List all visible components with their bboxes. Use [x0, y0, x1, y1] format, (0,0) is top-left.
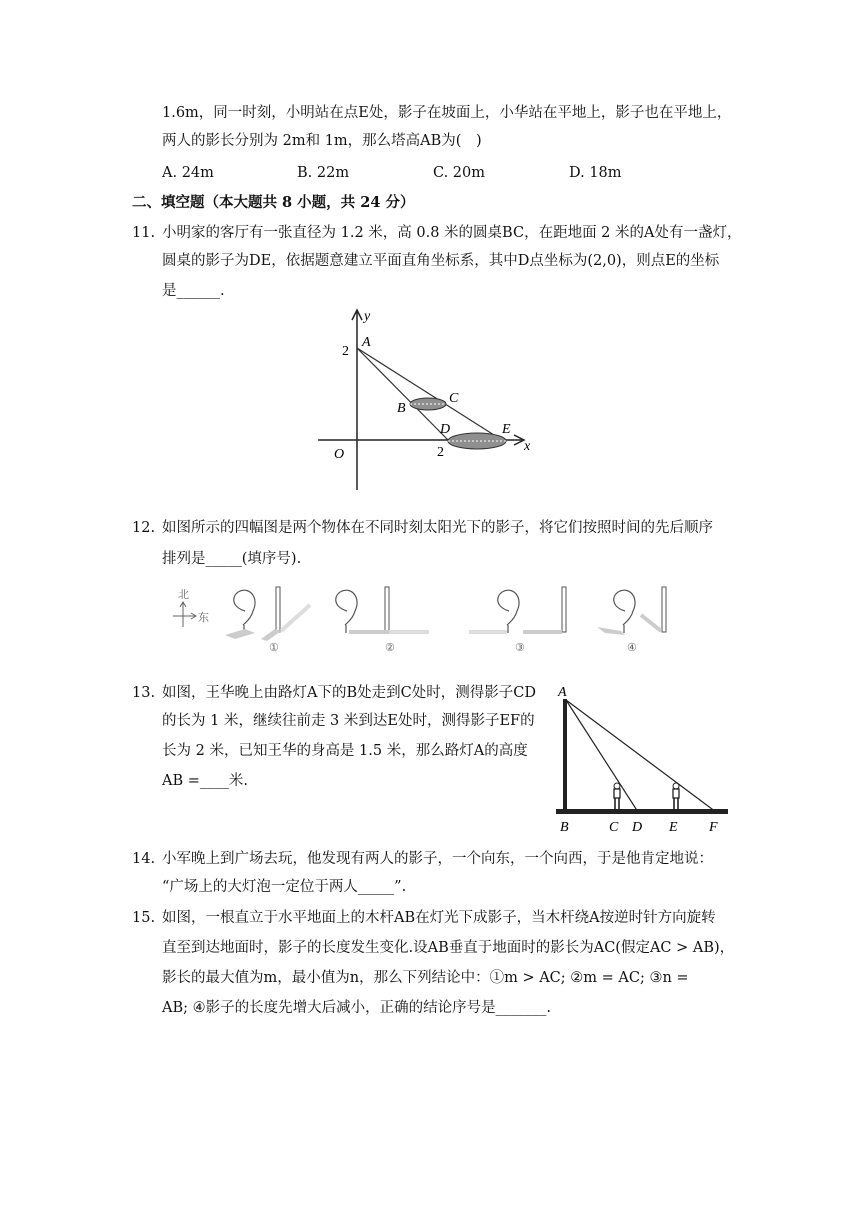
panel-1-label: ① — [269, 642, 279, 654]
q13-streetlight-figure — [552, 682, 732, 838]
compass-icon — [173, 602, 196, 627]
pole-icon — [276, 587, 280, 632]
point-b-label: B — [397, 401, 406, 416]
lamp-post — [563, 699, 567, 811]
tree-shadow — [349, 630, 389, 634]
x-axis-label: x — [524, 439, 531, 454]
q13-line-2: 的长为 1 米，继续往前走 3 米到达E处时，测得影子EF的 — [162, 713, 535, 729]
q15-line-3: 影长的最大值为m，最小值为n，那么下列结论中：①m > AC; ②m = AC; ③n = — [162, 970, 689, 986]
q11-line-3: 是______. — [162, 283, 225, 299]
panel-2 — [336, 587, 429, 634]
tree-shadow — [225, 629, 255, 639]
tree-shadow — [469, 630, 507, 634]
compass-east-label: 东 — [198, 612, 209, 624]
pole-icon — [562, 587, 566, 632]
panel-3-label: ③ — [515, 642, 525, 654]
tree-icon — [234, 590, 255, 625]
q11-number: 11. — [132, 225, 156, 241]
q10-option-c: C. 20m — [433, 165, 485, 181]
q15-line-2: 直至到达地面时，影子的长度发生变化.设AB垂直于地面时的影长为AC(假定AC > AB)， — [162, 940, 735, 956]
q11-line-1: 小明家的客厅有一张直径为 1.2 米，高 0.8 米的圆桌BC，在距地面 2 米的A处有一盏灯， — [162, 225, 742, 241]
q10-option-b: B. 22m — [297, 165, 350, 181]
q13-line-3: 长为 2 米，已知王华的身高是 1.5 米，那么路灯A的高度 — [162, 743, 528, 759]
y-axis-label: y — [364, 309, 371, 324]
point-d-label: D — [632, 820, 643, 835]
panel-2-label: ② — [385, 642, 395, 654]
point-c-label: C — [449, 391, 459, 406]
point-e-label: E — [669, 820, 678, 835]
q12-line-1: 如图所示的四幅图是两个物体在不同时刻太阳光下的影子，将它们按照时间的先后顺序 — [162, 520, 713, 536]
panel-1 — [225, 587, 310, 641]
panel-3 — [469, 587, 566, 634]
q15-line-4: AB; ④影子的长度先增大后减小，正确的结论序号是_______. — [162, 1000, 551, 1016]
ray-a-d — [566, 700, 638, 812]
pole-shadow — [523, 630, 562, 634]
y-tick-label: 2 — [342, 344, 349, 359]
compass-north-label: 北 — [178, 589, 189, 601]
panel-4-label: ④ — [627, 642, 637, 654]
q10-line-1: 1.6m，同一时刻，小明站在点E处，影子在坡面上，小华站在平地上，影子也在平地上， — [162, 105, 732, 121]
q12-shadow-figure — [165, 585, 685, 655]
q10-line-2: 两人的影长分别为 2m和 1m，那么塔高AB为( ) — [162, 133, 482, 149]
person-icon — [614, 783, 620, 809]
q11-coordinate-figure — [300, 300, 540, 495]
q14-number: 14. — [132, 851, 156, 867]
point-d-label: D — [440, 422, 451, 437]
point-f-label: F — [709, 820, 718, 835]
tree-icon — [498, 590, 519, 625]
panel-4 — [597, 587, 666, 635]
q11-line-2: 圆桌的影子为DE，依据题意建立平面直角坐标系，其中D点坐标为(2,0)，则点E的坐标 — [162, 253, 720, 269]
tree-icon — [336, 590, 357, 625]
pole-shadow — [261, 629, 281, 641]
point-e-label: E — [502, 422, 511, 437]
q10-option-d: D. 18m — [569, 165, 622, 181]
person-icon — [673, 783, 679, 809]
q13-line-4: AB =____米. — [162, 773, 248, 789]
q13-line-1: 如图，王华晚上由路灯A下的B处走到C处时，测得影子CD — [162, 685, 536, 701]
pole-icon — [662, 587, 666, 632]
q14-line-1: 小军晚上到广场去玩，他发现有两人的影子，一个向东，一个向西，于是他肯定地说： — [162, 851, 713, 867]
q12-line-2: 排列是_____(填序号). — [162, 551, 302, 567]
q10-option-a: A. 24m — [162, 165, 214, 181]
tree-icon — [614, 590, 635, 625]
ray-a-f — [566, 700, 716, 812]
pole-icon — [385, 587, 389, 632]
section-title: 二、填空题（本大题共 8 小题，共 24 分） — [132, 194, 415, 211]
q15-number: 15. — [132, 910, 156, 926]
tree-shadow — [597, 627, 625, 635]
point-b-label: B — [560, 820, 569, 835]
origin-label: O — [334, 447, 345, 462]
q15-line-1: 如图，一根直立于水平地面上的木杆AB在灯光下成影子，当木杆绕A按逆时针方向旋转 — [162, 910, 716, 926]
pole-shadow — [389, 630, 429, 634]
q13-number: 13. — [132, 685, 156, 701]
ground — [556, 809, 728, 814]
ray-a-e — [357, 348, 505, 442]
ray-a-d — [357, 348, 450, 442]
point-a-label: A — [558, 685, 567, 700]
point-a-label: A — [362, 335, 371, 350]
q12-number: 12. — [132, 520, 156, 536]
x-tick-label: 2 — [437, 445, 444, 460]
point-c-label: C — [609, 820, 619, 835]
q14-line-2: “广场上的大灯泡一定位于两人_____”. — [162, 879, 407, 895]
pole-shadow — [641, 615, 661, 631]
